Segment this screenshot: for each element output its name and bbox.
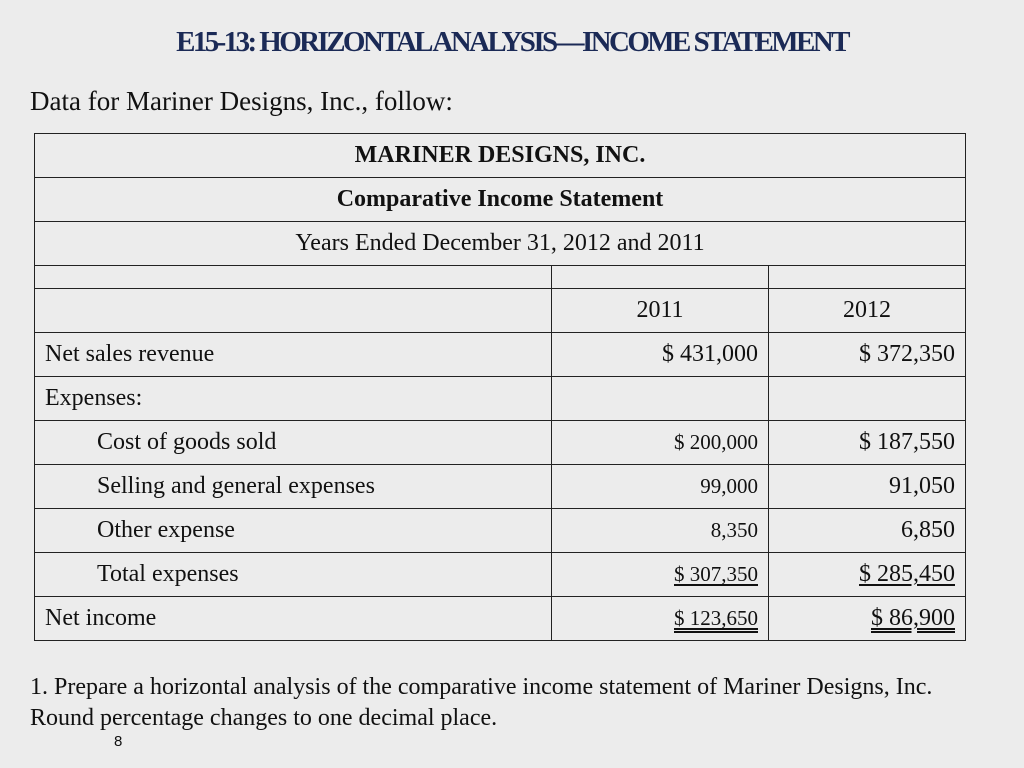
header-row-company xyxy=(35,134,966,178)
spacer-cell xyxy=(769,266,966,289)
value-2012-cell xyxy=(769,553,966,597)
value-2011-cell xyxy=(552,597,769,641)
intro-text: Data for Mariner Designs, Inc., follow: xyxy=(30,86,453,116)
table-row xyxy=(35,333,966,377)
table-row xyxy=(35,377,966,421)
row-label: Cost of goods sold xyxy=(35,421,552,465)
spacer-cell xyxy=(552,266,769,289)
value-2012: $ 86,900 xyxy=(871,605,955,631)
header-row-period xyxy=(35,222,966,266)
value-2012-cell xyxy=(769,597,966,641)
value-2011: 8,350 xyxy=(552,509,769,553)
company-name: MARINER DESIGNS, INC. xyxy=(35,134,966,178)
value-2012: 6,850 xyxy=(769,509,966,553)
table-row xyxy=(35,465,966,509)
table-row xyxy=(35,553,966,597)
question-text: 1. Prepare a horizontal analysis of the comparative income statement of Mariner Designs, Inc. Round percentage changes to one decimal place. xyxy=(30,674,933,731)
slide-title: E15-13: HORIZONTAL ANALYSIS—INCOME STATEMENT xyxy=(176,26,848,58)
table-row xyxy=(35,509,966,553)
value-2012 xyxy=(769,377,966,421)
value-2011: $ 123,650 xyxy=(674,606,758,630)
column-header-2012: 2012 xyxy=(769,289,966,333)
value-2011: $ 431,000 xyxy=(552,333,769,377)
column-header-blank xyxy=(35,289,552,333)
spacer-cell xyxy=(35,266,552,289)
statement-period: Years Ended December 31, 2012 and 2011 xyxy=(35,222,966,266)
value-2011-cell xyxy=(552,553,769,597)
row-label: Net sales revenue xyxy=(35,333,552,377)
value-2011 xyxy=(552,377,769,421)
column-header-2011: 2011 xyxy=(552,289,769,333)
row-label: Expenses: xyxy=(35,377,552,421)
row-label: Net income xyxy=(35,597,552,641)
row-label: Selling and general expenses xyxy=(35,465,552,509)
value-2011: 99,000 xyxy=(552,465,769,509)
value-2012: $ 285,450 xyxy=(859,561,955,587)
value-2011: $ 307,350 xyxy=(674,562,758,586)
page-number: 8 xyxy=(114,733,123,750)
row-label: Other expense xyxy=(35,509,552,553)
column-header-row xyxy=(35,289,966,333)
statement-name: Comparative Income Statement xyxy=(35,178,966,222)
spacer-row xyxy=(35,266,966,289)
value-2012: $ 372,350 xyxy=(769,333,966,377)
value-2011: $ 200,000 xyxy=(552,421,769,465)
value-2012: 91,050 xyxy=(769,465,966,509)
income-statement-table xyxy=(34,133,966,641)
header-row-statement xyxy=(35,178,966,222)
table-row xyxy=(35,421,966,465)
value-2012: $ 187,550 xyxy=(769,421,966,465)
table-row xyxy=(35,597,966,641)
row-label: Total expenses xyxy=(35,553,552,597)
